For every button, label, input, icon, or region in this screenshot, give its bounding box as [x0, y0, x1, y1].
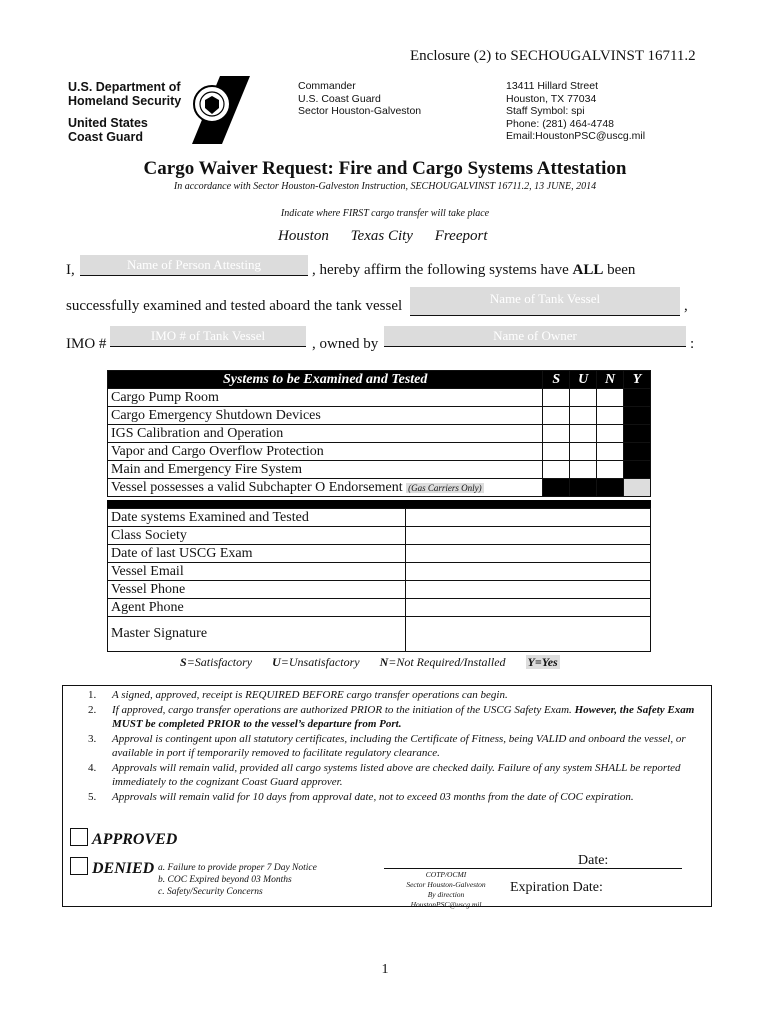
check-cell[interactable]	[570, 407, 597, 425]
denied-option[interactable]	[70, 857, 154, 878]
coast-guard-emblem-icon	[170, 76, 250, 144]
check-cell[interactable]	[570, 389, 597, 407]
denied-reason: b. COC Expired beyond 03 Months	[158, 875, 292, 885]
info-value[interactable]	[406, 545, 651, 563]
table-divider	[107, 500, 651, 508]
attestation-line-2: successfully examined and tested aboard the tank vessel	[66, 298, 403, 314]
address-left-line: U.S. Coast Guard	[298, 92, 381, 105]
system-row	[108, 425, 651, 443]
note-number: 2.	[88, 703, 97, 716]
check-cell[interactable]	[597, 407, 624, 425]
legend	[180, 655, 560, 670]
affirm-text	[312, 262, 635, 279]
transfer-locations	[278, 228, 487, 245]
address-left-line: Sector Houston-Galveston	[298, 105, 422, 117]
legend-u: U	[272, 655, 281, 669]
address-right-line: Phone: (281) 464-4748	[506, 117, 614, 130]
check-cell[interactable]	[597, 389, 624, 407]
info-label: Class Society	[108, 527, 406, 545]
blocked-cell	[624, 407, 651, 425]
note-item	[88, 790, 700, 805]
page-number: 1	[381, 962, 389, 977]
system-name: Main and Emergency Fire System	[108, 461, 543, 479]
check-cell[interactable]	[543, 389, 570, 407]
note-text-part: If approved, cargo transfer operations are authorized PRIOR to the initiation of the USCG Safety Exam.	[112, 703, 575, 716]
affirm-suffix: been	[603, 262, 636, 278]
notes-list	[88, 688, 700, 804]
system-row	[108, 443, 651, 461]
logo-line-2: Homeland Security	[68, 94, 182, 108]
imo-field[interactable]: IMO # of Tank Vessel	[110, 326, 306, 347]
imo-label: IMO #	[66, 336, 107, 352]
info-row	[108, 599, 651, 617]
address-right	[506, 80, 645, 143]
info-label: Date systems Examined and Tested	[108, 509, 406, 527]
legend-u-text: =Unsatisfactory	[280, 655, 360, 669]
system-name: IGS Calibration and Operation	[108, 425, 543, 443]
legend-n: N	[379, 655, 389, 669]
denied-checkbox[interactable]	[70, 857, 88, 875]
check-cell[interactable]	[597, 443, 624, 461]
note-number: 1.	[88, 689, 97, 701]
denied-label: DENIED	[92, 860, 155, 877]
date-label: Date:	[578, 853, 609, 868]
systems-header: Systems to be Examined and Tested	[108, 371, 543, 389]
blocked-cell	[543, 479, 570, 497]
expiration-date-label: Expiration Date:	[510, 880, 603, 895]
signature-value[interactable]	[406, 617, 651, 652]
line-3-suffix: :	[690, 336, 695, 352]
blocked-cell	[624, 461, 651, 479]
address-right-line: Email:HoustonPSC@uscg.mil	[506, 130, 646, 142]
transfer-prompt: Indicate where FIRST cargo transfer will take place	[280, 208, 490, 219]
note-item	[88, 703, 700, 732]
legend-n-text: =Not Required/Installed	[388, 655, 506, 669]
info-label: Vessel Phone	[108, 581, 406, 599]
info-row	[108, 509, 651, 527]
system-row	[108, 461, 651, 479]
owned-by-label: , owned by	[312, 336, 379, 352]
gas-carriers-note: (Gas Carriers Only)	[408, 482, 482, 493]
approved-checkbox[interactable]	[70, 828, 88, 846]
system-name: Vapor and Cargo Overflow Protection	[108, 443, 543, 461]
blocked-cell	[624, 443, 651, 461]
person-attesting-field[interactable]: Name of Person Attesting	[80, 255, 308, 276]
line-2-suffix: ,	[684, 298, 688, 314]
info-label: Vessel Email	[108, 563, 406, 581]
note-text	[112, 703, 700, 732]
systems-table	[107, 370, 651, 497]
page-subtitle: In accordance with Sector Houston-Galveston Instruction, SECHOUGALVINST 16711.2, 13 JUNE, 2014	[173, 181, 597, 192]
attestation-prefix: I,	[66, 262, 75, 278]
note-item	[88, 761, 700, 790]
vessel-info-table	[107, 508, 651, 652]
blocked-cell	[570, 479, 597, 497]
approved-label: APPROVED	[92, 831, 178, 848]
system-name-text: Vessel possesses a valid Subchapter O Endorsement	[111, 479, 403, 495]
denied-reason: c. Safety/Security Concerns	[158, 887, 263, 897]
check-cell[interactable]	[624, 479, 651, 497]
systems-header-row	[108, 371, 651, 389]
signature-line-text: HoustonPSC@uscg.mil	[410, 900, 482, 909]
info-row	[108, 563, 651, 581]
dhs-logo-text	[68, 80, 181, 144]
address-right-line: Staff Symbol: spi	[506, 105, 585, 117]
info-label: Date of last USCG Exam	[108, 545, 406, 563]
check-cell[interactable]	[570, 425, 597, 443]
logo-line-1: U.S. Department of	[68, 80, 181, 94]
info-value[interactable]	[406, 527, 651, 545]
approved-option[interactable]	[70, 828, 177, 849]
info-value[interactable]	[406, 581, 651, 599]
check-cell[interactable]	[543, 425, 570, 443]
system-row	[108, 479, 651, 497]
system-row	[108, 407, 651, 425]
denied-reason: a. Failure to provide proper 7 Day Notice	[158, 863, 317, 873]
system-name: Cargo Emergency Shutdown Devices	[108, 407, 543, 425]
check-cell[interactable]	[597, 425, 624, 443]
blocked-cell	[624, 425, 651, 443]
legend-s-text: =Satisfactory	[186, 655, 253, 669]
check-cell[interactable]	[570, 443, 597, 461]
col-s: S	[543, 371, 570, 389]
location-freeport[interactable]: Freeport	[434, 228, 488, 244]
info-label: Agent Phone	[108, 599, 406, 617]
affirm-text-part: , hereby affirm the following systems have	[312, 262, 573, 278]
legend-s: S	[180, 655, 187, 669]
note-text: A signed, approved, receipt is REQUIRED BEFORE cargo transfer operations can begin.	[112, 689, 508, 701]
address-left-line: Commander	[298, 80, 356, 92]
attestation-line-1	[66, 262, 75, 279]
note-bold: However, the Safety Exam MUST be completed PRIOR to the vessel’s departure from Port.	[112, 703, 695, 730]
info-value[interactable]	[406, 509, 651, 527]
check-cell[interactable]	[597, 461, 624, 479]
col-n: N	[597, 371, 624, 389]
system-row	[108, 389, 651, 407]
info-value[interactable]	[406, 563, 651, 581]
system-name	[108, 479, 543, 497]
note-text: Approvals will remain valid, provided all cargo systems listed above are checked daily. Failure of any system SHALL be reported immediately to the cognizant Coast Guard approver.	[112, 761, 681, 788]
col-u: U	[570, 371, 597, 389]
location-texas-city[interactable]: Texas City	[350, 228, 413, 244]
note-item	[88, 732, 700, 761]
check-cell[interactable]	[543, 461, 570, 479]
affirm-bold: ALL	[572, 262, 604, 278]
signature-line-text: COTP/OCMI	[425, 870, 467, 879]
check-cell[interactable]	[543, 407, 570, 425]
address-right-line: Houston, TX 77034	[506, 92, 597, 105]
address-left	[298, 80, 421, 118]
note-text: Approval is contingent upon all statutory certificates, including the Certificate of Fitness, being VALID and onboard the vessel, or available in port if temporarily removed to facilitate regulatory clearance.	[112, 732, 686, 759]
note-number: 3.	[88, 732, 97, 745]
note-number: 4.	[88, 761, 97, 774]
signature-line-text: Sector Houston-Galveston	[406, 880, 486, 889]
note-text: Approvals will remain valid for 10 days from approval date, not to exceed 03 months from the date of COC expiration.	[112, 790, 634, 803]
logo-line-3: United States	[68, 116, 148, 130]
note-item	[88, 688, 700, 703]
blocked-cell	[597, 479, 624, 497]
tank-vessel-field[interactable]: Name of Tank Vessel	[410, 287, 680, 316]
address-right-line: 13411 Hillard Street	[506, 80, 599, 92]
note-number: 5.	[88, 790, 97, 803]
info-row	[108, 581, 651, 599]
info-row	[108, 545, 651, 563]
logo-line-4: Coast Guard	[68, 130, 144, 144]
info-value[interactable]	[406, 599, 651, 617]
col-y: Y	[624, 371, 651, 389]
info-row	[108, 527, 651, 545]
blocked-cell	[624, 389, 651, 407]
enclosure-reference: Enclosure (2) to SECHOUGALVINST 16711.2	[410, 48, 696, 64]
info-label: Master Signature	[108, 617, 406, 652]
page-title: Cargo Waiver Request: Fire and Cargo Systems Attestation	[143, 158, 627, 179]
legend-y: Y=Yes	[527, 655, 558, 669]
check-cell[interactable]	[570, 461, 597, 479]
signature-line-text: By direction	[427, 890, 465, 899]
system-name: Cargo Pump Room	[108, 389, 543, 407]
location-houston[interactable]: Houston	[278, 228, 329, 244]
check-cell[interactable]	[543, 443, 570, 461]
owner-field[interactable]: Name of Owner	[384, 326, 686, 347]
info-row	[108, 617, 651, 652]
denied-reasons	[158, 862, 317, 898]
signature-block	[384, 870, 508, 910]
signature-line[interactable]	[384, 868, 682, 869]
